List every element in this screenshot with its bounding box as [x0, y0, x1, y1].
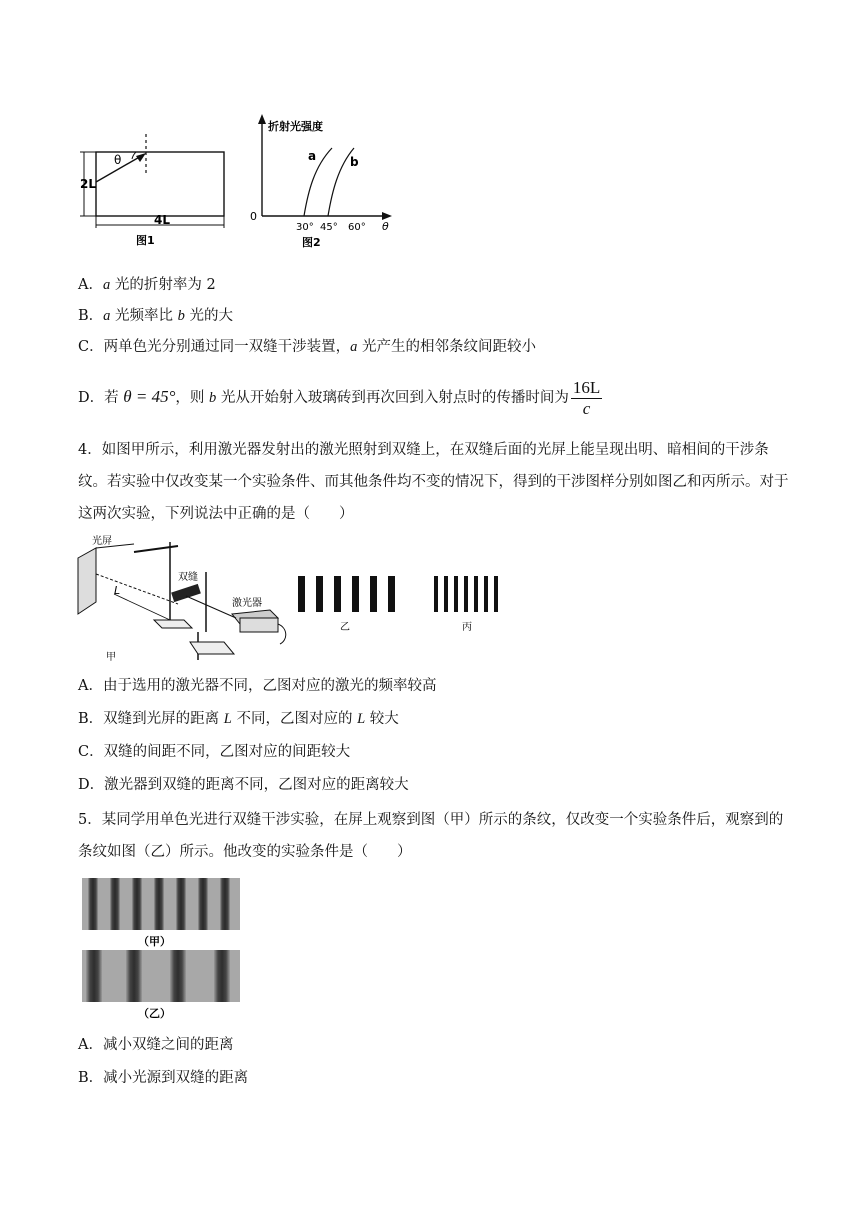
curve-a-label: a: [308, 149, 317, 163]
fig2-ylabel: 折射光强度: [268, 120, 323, 133]
bing-label: 丙: [462, 622, 472, 633]
theta-label: θ: [114, 153, 122, 167]
q4-pattern-yi: [296, 572, 406, 636]
tick-60: 60°: [348, 222, 366, 233]
theta-formula: θ = 45°: [123, 387, 176, 406]
q3-figure-2: [240, 112, 400, 254]
fig2-caption: 图2: [302, 236, 321, 249]
distance-label: L: [114, 584, 121, 597]
fig1-caption: 图1: [136, 234, 155, 247]
screen-label: 光屏: [92, 536, 112, 547]
q5-jia-caption: （甲）: [138, 935, 171, 948]
q3-option-d[interactable]: D．若 θ = 45°，则 b 光从开始射入玻璃砖到再次回到入射点时的传播时间为 $\frac{16L}{c}$: [78, 377, 601, 418]
q5-option-a[interactable]: A．减小双缝之间的距离: [78, 1037, 234, 1053]
q5-pattern-yi: [82, 950, 242, 1022]
fig2-xlabel: θ: [382, 220, 389, 233]
q4-option-c[interactable]: C．双缝的间距不同，乙图对应的间距较大: [78, 744, 351, 760]
q5-yi-caption: （乙）: [138, 1007, 171, 1020]
time-fraction: $\frac{16L}{c}$: [572, 377, 601, 418]
q4-apparatus-figure: [74, 532, 290, 664]
q3-option-b[interactable]: B．a 光频率比 b 光的大: [78, 308, 233, 324]
q3-figure-1: [76, 128, 236, 252]
yi-label: 乙: [340, 622, 350, 633]
q5-pattern-jia: [82, 878, 242, 950]
q4-option-a[interactable]: A．由于选用的激光器不同，乙图对应的激光的频率较高: [78, 678, 437, 694]
laser-label: 激光器: [232, 598, 262, 609]
tick-45: 45°: [320, 222, 338, 233]
q4-option-b[interactable]: B．双缝到光屏的距离 L 不同，乙图对应的 L 较大: [78, 711, 399, 727]
q3-option-c[interactable]: C．两单色光分别通过同一双缝干涉装置，a 光产生的相邻条纹间距较小: [78, 339, 536, 355]
q4-pattern-bing: [432, 572, 502, 636]
width-label: 4L: [154, 213, 170, 227]
q3-option-a[interactable]: A．a 光的折射率为 2: [78, 277, 216, 293]
q5-stem: 5．某同学用单色光进行双缝干涉实验，在屏上观察到图（甲）所示的条纹，仅改变一个实验条件后，观察到的条纹如图（乙）所示。他改变的实验条件是（ ）: [78, 812, 784, 860]
q4-option-d[interactable]: D．激光器到双缝的距离不同，乙图对应的距离较大: [78, 777, 409, 793]
height-label: 2L: [80, 177, 96, 191]
jia-label: 甲: [106, 652, 116, 663]
q5-option-b[interactable]: B．减小光源到双缝的距离: [78, 1070, 249, 1086]
tick-30: 30°: [296, 222, 314, 233]
curve-b-label: b: [350, 155, 359, 169]
q4-stem: 4．如图甲所示，利用激光器发射出的激光照射到双缝上，在双缝后面的光屏上能呈现出明、暗相间的干涉条纹。若实验中仅改变某一个实验条件、而其他条件均不变的情况下，得到的干涉图样分别如图乙和丙所示。对于这两次实验，下列说法中正确的是（ ）: [78, 442, 789, 522]
slit-label: 双缝: [178, 572, 198, 583]
fig2-origin: 0: [250, 210, 257, 223]
